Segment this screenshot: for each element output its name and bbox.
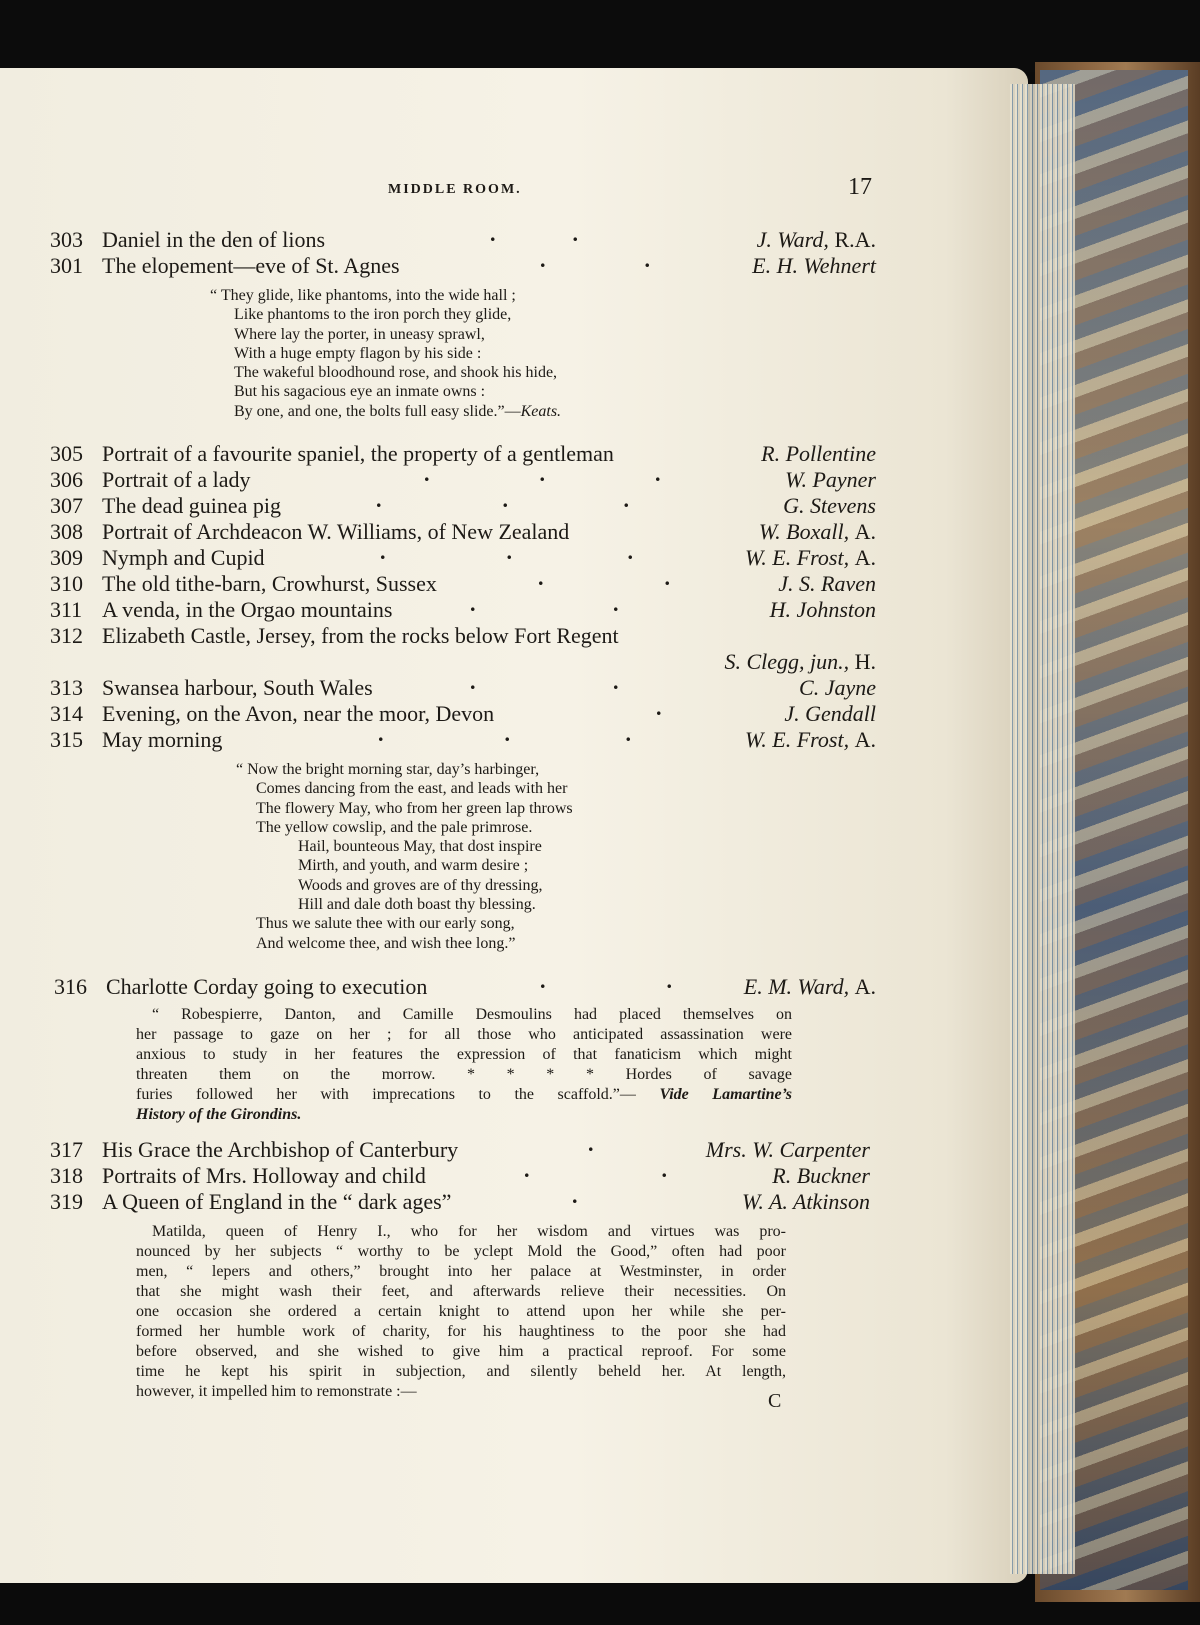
leader-dots: . . [470, 669, 619, 694]
verse-line: With a huge empty flagon by his side : [234, 344, 482, 362]
verse-line: Comes dancing from the east, and leads with her [256, 780, 568, 798]
entry-title: Portrait of a favourite spaniel, the property of a gentleman [102, 441, 614, 466]
top-shadow [0, 0, 1200, 72]
entry-artist: W. Boxall, A. [758, 519, 876, 544]
prose-line: before observed, and she wished to give him a practical reproof. For some [136, 1343, 786, 1360]
leader-dots: . . . [424, 461, 661, 486]
entry-title: Charlotte Corday going to execution [106, 974, 428, 999]
verse-line: But his sagacious eye an inmate owns : [234, 383, 486, 401]
verse-line: By one, and one, the bolts full easy slide.”—Keats. [234, 402, 562, 420]
catalogue-entry-continuation [50, 648, 876, 676]
entry-artist: J. Ward, R.A. [756, 227, 876, 252]
entry-artist: W. A. Atkinson [742, 1189, 870, 1214]
entry-number: 313 [50, 675, 83, 700]
verse-line: Woods and groves are of thy dressing, [298, 876, 543, 894]
prose-line: “ Robespierre, Danton, and Camille Desmoulins had placed themselves on [152, 1006, 792, 1023]
leader-dots: . . [540, 968, 672, 993]
verse-line: “ Now the bright morning star, day’s harbinger, [236, 761, 540, 778]
entry-title: The elopement—eve of St. Agnes [102, 253, 400, 278]
catalogue-entry [50, 721, 876, 754]
entry-number: 317 [50, 1137, 83, 1162]
entry-number: 311 [50, 597, 83, 622]
verse-line: Thus we salute thee with our early song, [256, 915, 515, 933]
leader-dots: . . . [380, 539, 633, 564]
verse-line: The flowery May, who from her green lap throws [256, 799, 573, 817]
quote-attribution: History of the Girondins. [136, 1106, 302, 1123]
prose-line: that she might wash their feet, and afterwards relieve their necessities. On [136, 1283, 786, 1300]
leader-dots: . [656, 695, 662, 720]
catalogue-entry [54, 968, 876, 1001]
prose-line: time he kept his spirit in subjection, and silently beheld her. At length, [136, 1363, 786, 1380]
catalogue-entry [50, 622, 876, 650]
verse-line: Like phantoms to the iron porch they glide, [234, 306, 512, 324]
leader-dots: . . [490, 221, 578, 246]
catalogue-entry [50, 565, 876, 598]
entry-title: A Queen of England in the “ dark ages” [102, 1189, 452, 1214]
entry-title: A venda, in the Orgao mountains [102, 597, 393, 622]
entry-number: 312 [50, 623, 83, 648]
prose-line: one occasion she ordered a certain knight to attend upon her while she per- [136, 1303, 786, 1320]
prose-line: men, “ lepers and others,” brought into her palace at Westminster, in order [136, 1263, 786, 1280]
note-matilda [136, 1222, 786, 1402]
catalogue-entry [50, 1157, 870, 1190]
entry-artist: W. E. Frost, A. [745, 545, 876, 570]
entry-title: Swansea harbour, South Wales [102, 675, 373, 700]
entry-title: Portrait of a lady [102, 467, 251, 492]
page-edges [1010, 84, 1075, 1574]
prose-line: however, it impelled him to remonstrate :— [136, 1383, 417, 1400]
verse-line: The yellow cowslip, and the pale primrose. [256, 818, 533, 836]
prose-line: furies followed her with imprecations to the scaffold.”— Vide Lamartine’s [136, 1086, 793, 1103]
entry-artist: R. Buckner [772, 1163, 870, 1188]
entry-artist: S. Clegg, jun., H. [724, 649, 876, 674]
verse-line: The wakeful bloodhound rose, and shook his hide, [234, 364, 558, 382]
quote-lamartine [136, 1005, 792, 1125]
entry-artist: C. Jayne [799, 675, 876, 700]
entry-artist: G. Stevens [783, 493, 876, 518]
prose-line [136, 1105, 792, 1125]
entry-artist: E. M. Ward, A. [743, 974, 876, 999]
quote-attribution: Vide Lamartine’s [659, 1086, 793, 1103]
entry-title: The dead guinea pig [102, 493, 281, 518]
entry-title: Nymph and Cupid [102, 545, 265, 570]
entry-number: 315 [50, 727, 83, 752]
prose-line: formed her humble work of charity, for his haughtiness to the poor she had [136, 1323, 786, 1340]
leader-dots: . [588, 1131, 594, 1156]
entry-number: 310 [50, 571, 83, 596]
verse-line: “ They glide, like phantoms, into the wide hall ; [210, 287, 516, 304]
entry-number: 301 [50, 253, 83, 278]
entry-number: 316 [54, 974, 87, 999]
verse-line: Hail, bounteous May, that dost inspire [298, 838, 542, 856]
entry-title: Elizabeth Castle, Jersey, from the rocks below Fort Regent [102, 623, 619, 648]
entry-artist: E. H. Wehnert [752, 253, 876, 278]
signature-mark: C [768, 1390, 782, 1412]
entry-artist: J. S. Raven [778, 571, 876, 596]
catalogue-entry [50, 539, 876, 572]
prose-line: Matilda, queen of Henry I., who for her wisdom and virtues was pro- [152, 1223, 786, 1240]
entry-artist: W. E. Frost, A. [745, 727, 876, 752]
catalogue-entry [50, 591, 876, 624]
quote-milton [236, 760, 573, 953]
entry-number: 319 [50, 1189, 83, 1214]
entry-artist: Mrs. W. Carpenter [705, 1137, 870, 1162]
prose-line: her passage to gaze on her ; for all those who anticipated assassination were [136, 1026, 792, 1043]
leader-dots: . . [540, 247, 650, 272]
leader-dots: . . [470, 591, 619, 616]
entry-title: Portraits of Mrs. Holloway and child [102, 1163, 426, 1188]
verse-line: Hill and dale doth boast thy blessing. [298, 896, 536, 914]
page-number: 17 [848, 174, 872, 200]
entry-number: 303 [50, 227, 83, 252]
entry-number: 305 [50, 441, 83, 466]
verse-line: And welcome thee, and wish thee long.” [256, 934, 516, 952]
leader-dots: . . . [378, 721, 631, 746]
leader-dots: . . [524, 1157, 667, 1182]
entry-title: The old tithe-barn, Crowhurst, Sussex [102, 571, 437, 596]
catalogue-entry [50, 1131, 870, 1164]
verse-line: Mirth, and youth, and warm desire ; [298, 857, 529, 875]
entry-title: Portrait of Archdeacon W. Williams, of New Zealand [102, 519, 570, 544]
entry-title: Daniel in the den of lions [102, 227, 326, 252]
catalogue-entry [50, 247, 876, 280]
entry-number: 314 [50, 701, 83, 726]
catalogue-entry [50, 221, 876, 254]
prose-line: nounced by her subjects “ worthy to be yclept Mold the Good,” often had poor [136, 1243, 786, 1260]
quote-keats [210, 286, 561, 421]
entry-number: 306 [50, 467, 83, 492]
verse-line: Where lay the porter, in uneasy sprawl, [234, 325, 485, 343]
page-header [0, 174, 1028, 208]
entry-number: 309 [50, 545, 83, 570]
catalogue-entry [50, 669, 876, 702]
quote-attribution: Keats. [520, 402, 562, 420]
leader-dots: . . . [376, 487, 629, 512]
entry-title: May morning [102, 727, 223, 752]
entry-artist: W. Payner [785, 467, 876, 492]
entry-title: Evening, on the Avon, near the moor, Devon [102, 701, 495, 726]
entry-title: His Grace the Archbishop of Canterbury [102, 1137, 459, 1162]
entry-number: 318 [50, 1163, 83, 1188]
prose-line: threaten them on the morrow. * * * * Hordes of savage [136, 1066, 792, 1083]
catalogue-entry [50, 1183, 870, 1216]
leader-dots: . [572, 1183, 578, 1208]
catalogue-entry [50, 487, 876, 520]
leader-dots: . . [538, 565, 670, 590]
entry-artist: J. Gendall [784, 701, 876, 726]
entry-number: 307 [50, 493, 83, 518]
entry-number: 308 [50, 519, 83, 544]
prose-line: anxious to study in her features the expression of that fanaticism which might [136, 1046, 792, 1063]
entry-artist: H. Johnston [769, 597, 876, 622]
entry-artist: R. Pollentine [761, 441, 876, 466]
running-head: MIDDLE ROOM. [388, 182, 522, 197]
